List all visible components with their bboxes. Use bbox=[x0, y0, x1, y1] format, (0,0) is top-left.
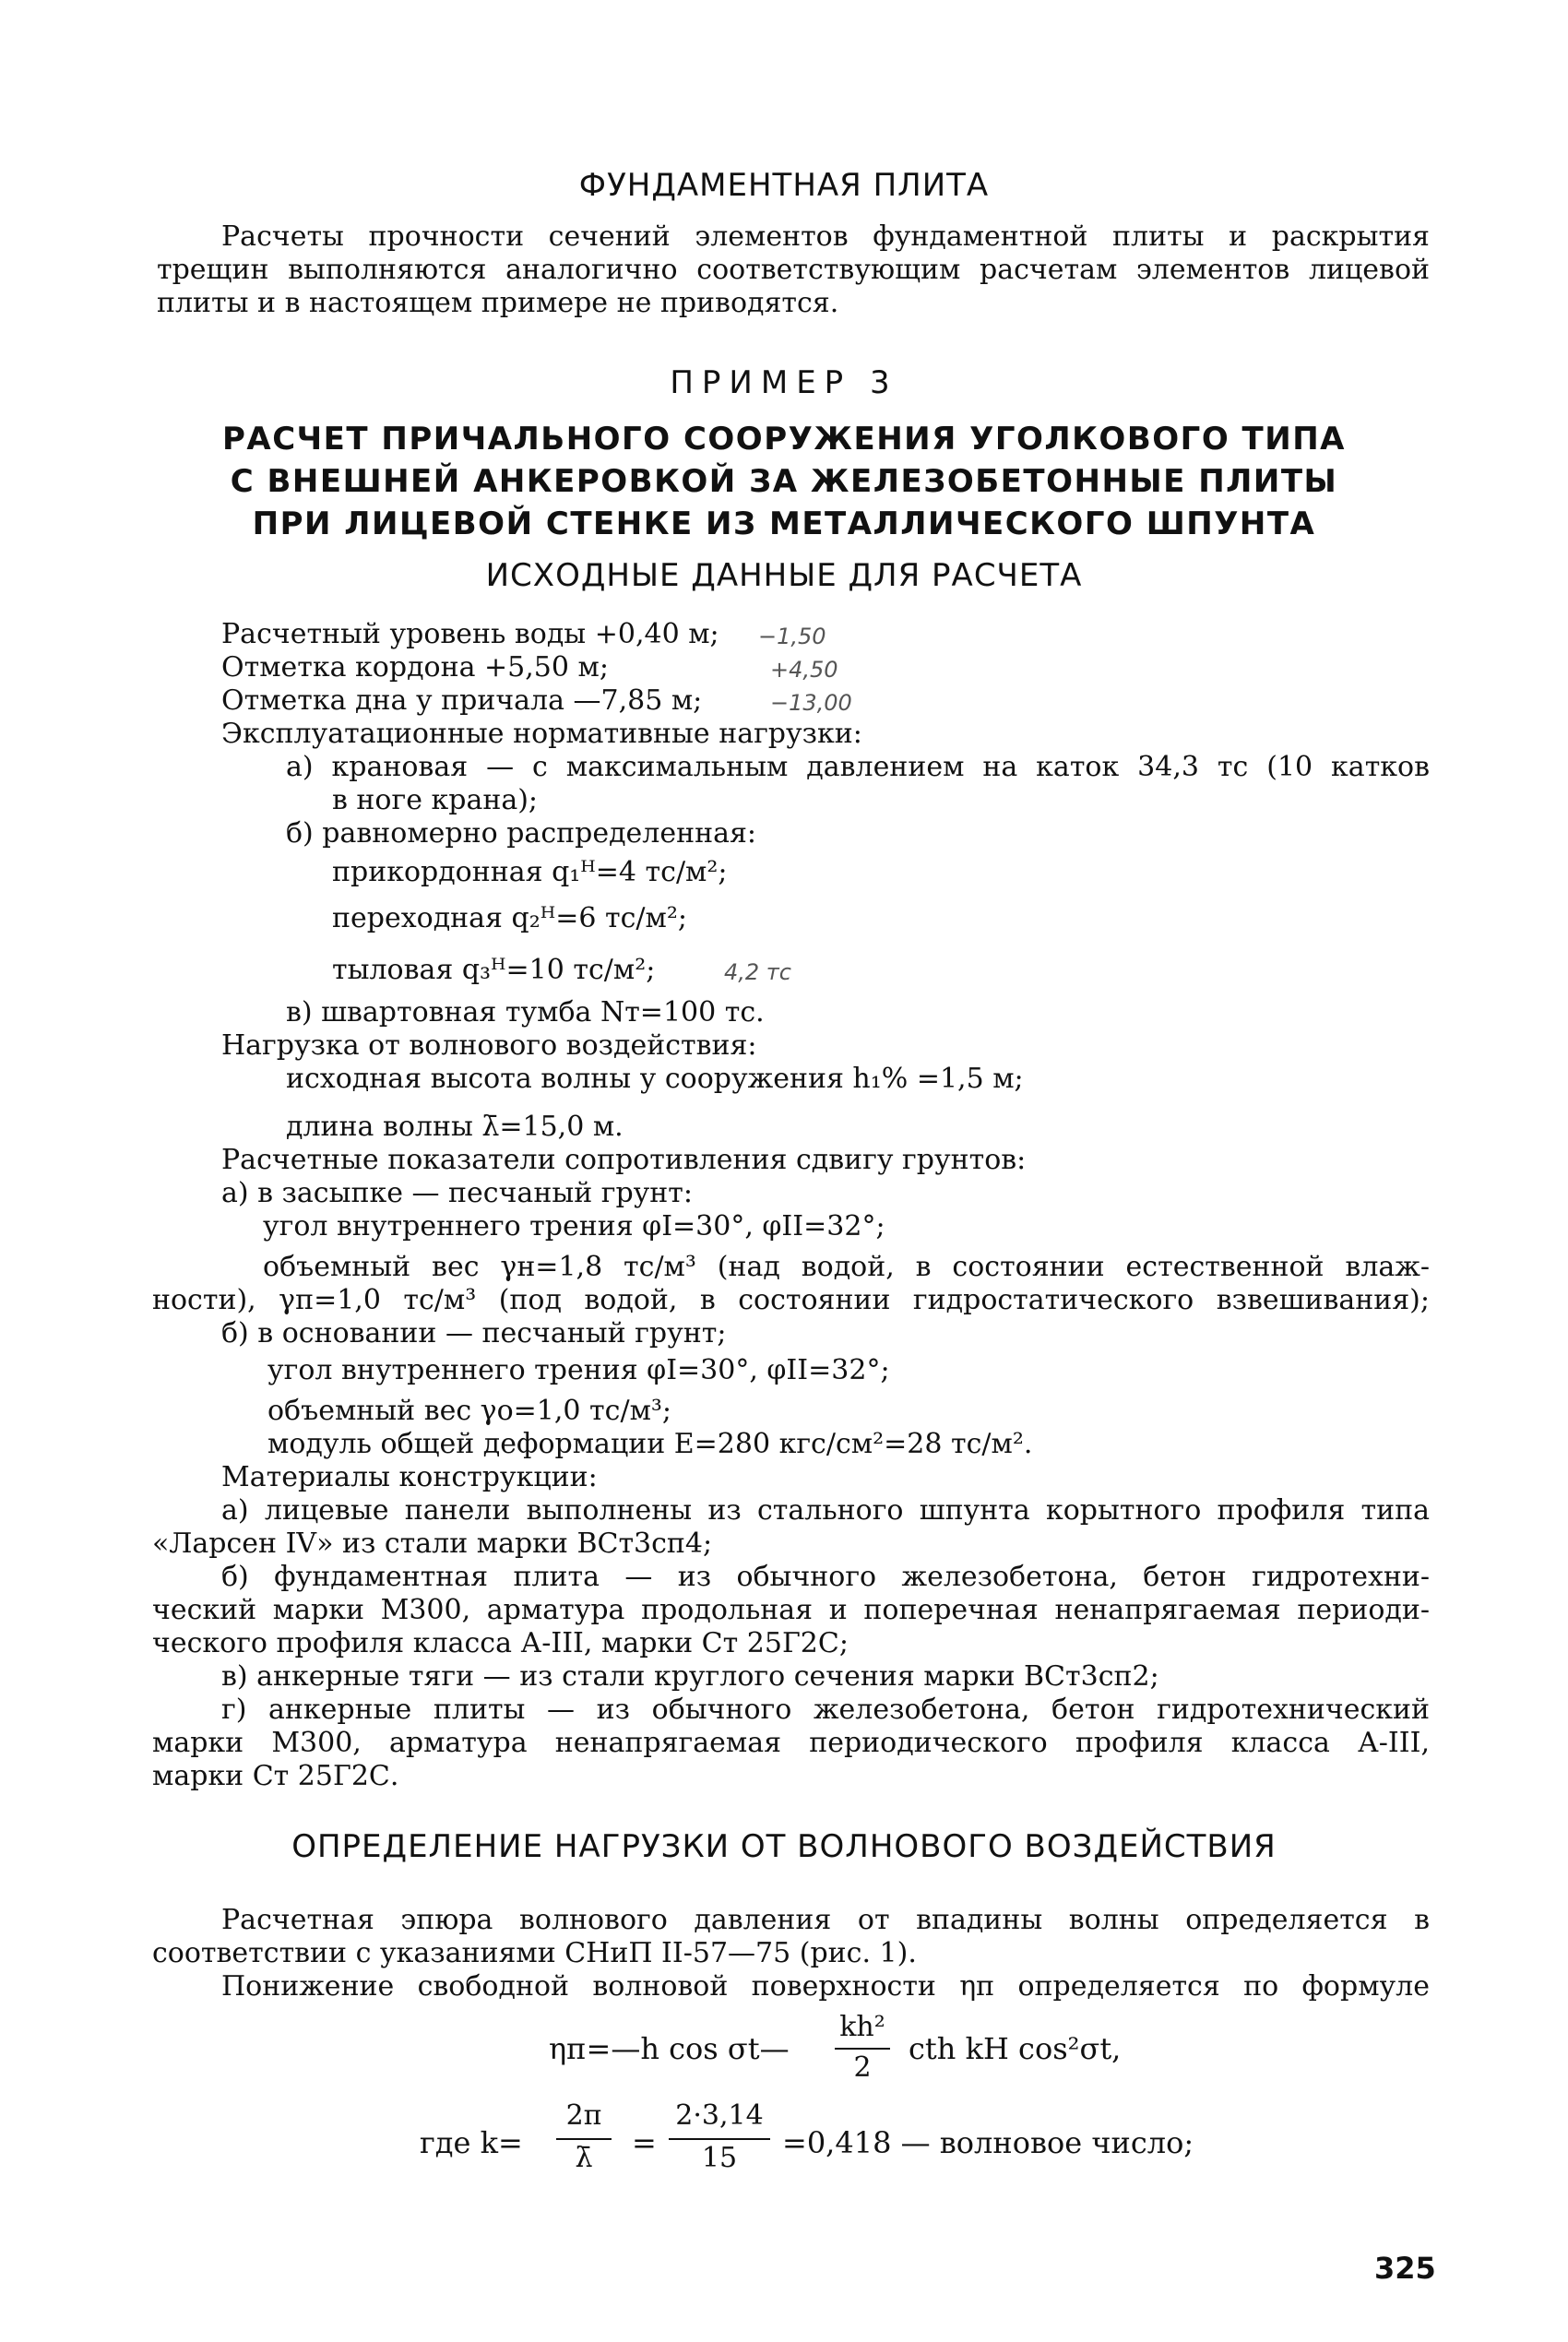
handwritten-note: +4,50 bbox=[770, 657, 838, 683]
text-line: объемный вес γн=1,8 тс/м³ (над водой, в состоянии естественной влаж- bbox=[263, 1251, 1430, 1283]
text-line: объемный вес γо=1,0 тс/м³; bbox=[267, 1395, 672, 1427]
formula-numerator: 2π bbox=[565, 2099, 602, 2132]
text-line: Эксплуатационные нормативные нагрузки: bbox=[221, 718, 862, 750]
fraction-bar bbox=[835, 2048, 890, 2050]
text-line: в) швартовная тумба Nт=100 тс. bbox=[286, 996, 765, 1028]
foundation-heading: ФУНДАМЕНТНАЯ ПЛИТА bbox=[578, 167, 990, 204]
text-line: угол внутреннего трения φI=30°, φII=32°; bbox=[263, 1210, 885, 1242]
handwritten-note: 4,2 тс bbox=[724, 959, 791, 985]
text-line: б) равномерно распределенная: bbox=[286, 817, 757, 850]
paragraph-line: Расчетная эпюра волнового давления от впадины волны определяется в bbox=[221, 1904, 1430, 1936]
text-line: прикордонная q₁ᴴ=4 тс/м²; bbox=[332, 856, 728, 888]
text-line: модуль общей деформации E=280 кгс/см²=28 тс/м². bbox=[267, 1428, 1033, 1460]
text-line: в ноге крана); bbox=[332, 784, 539, 816]
example-title-line: С ВНЕШНЕЙ АНКЕРОВКОЙ ЗА ЖЕЛЕЗОБЕТОННЫЕ ПЛИТЫ bbox=[230, 463, 1338, 500]
text-line: длина волны λ̄=15,0 м. bbox=[286, 1111, 624, 1143]
formula-right: =0,418 — волновое число; bbox=[782, 2125, 1194, 2160]
paragraph-line: соответствии с указаниями СНиП II-57—75 (рис. 1). bbox=[152, 1937, 917, 1969]
paragraph-line: Понижение свободной волновой поверхности ηп определяется по формуле bbox=[221, 1970, 1430, 2003]
fraction-bar bbox=[669, 2138, 770, 2140]
text-line: ческий марки М300, арматура продольная и поперечная ненапрягаемая периоди- bbox=[152, 1594, 1430, 1626]
paragraph-line: плиты и в настоящем примере не приводятся. bbox=[157, 287, 839, 319]
text-line: г) анкерные плиты — из обычного железобетона, бетон гидротехнический bbox=[221, 1694, 1430, 1726]
handwritten-note: −13,00 bbox=[770, 690, 852, 716]
text-line: б) фундаментная плита — из обычного железобетона, бетон гидротехни- bbox=[221, 1561, 1430, 1593]
handwritten-note: −1,50 bbox=[758, 624, 826, 649]
formula-numerator: kh² bbox=[839, 2011, 885, 2043]
text-line: Расчетные показатели сопротивления сдвигу грунтов: bbox=[221, 1144, 1027, 1176]
text-line: тыловая q₃ᴴ=10 тс/м²; bbox=[332, 954, 656, 986]
wave-heading: ОПРЕДЕЛЕНИЕ НАГРУЗКИ ОТ ВОЛНОВОГО ВОЗДЕЙСТВИЯ bbox=[291, 1828, 1277, 1865]
formula-right: cth kH cos²σt, bbox=[909, 2031, 1122, 2066]
text-line: исходная высота волны у сооружения h₁% =1,5 м; bbox=[286, 1063, 1024, 1095]
text-line: «Ларсен IV» из стали марки ВСт3сп4; bbox=[152, 1528, 713, 1560]
formula-denominator: 2 bbox=[853, 2051, 872, 2084]
example-title-line: ПРИ ЛИЦЕВОЙ СТЕНКЕ ИЗ МЕТАЛЛИЧЕСКОГО ШПУНТА bbox=[252, 505, 1316, 542]
text-line: а) в засыпке — песчаный грунт: bbox=[221, 1177, 693, 1209]
text-line: б) в основании — песчаный грунт; bbox=[221, 1317, 727, 1349]
paragraph-line: трещин выполняются аналогично соответствующим расчетам элементов лицевой bbox=[157, 254, 1430, 286]
text-line: угол внутреннего трения φI=30°, φII=32°; bbox=[267, 1354, 890, 1386]
text-line: Расчетный уровень воды +0,40 м; bbox=[221, 618, 719, 650]
text-line: Отметка кордона +5,50 м; bbox=[221, 651, 609, 684]
initial-data-heading: ИСХОДНЫЕ ДАННЫЕ ДЛЯ РАСЧЕТА bbox=[485, 557, 1083, 594]
paragraph-line: Расчеты прочности сечений элементов фундаментной плиты и раскрытия bbox=[221, 220, 1430, 253]
example-label: ПРИМЕР 3 bbox=[670, 364, 898, 401]
text-line: в) анкерные тяги — из стали круглого сечения марки ВСт3сп2; bbox=[221, 1660, 1159, 1693]
text-line: а) лицевые панели выполнены из стального шпунта корытного профиля типа bbox=[221, 1494, 1430, 1527]
page-number: 325 bbox=[1374, 2251, 1436, 2286]
formula-equals: = bbox=[632, 2125, 657, 2160]
text-line: Отметка дна у причала —7,85 м; bbox=[221, 684, 703, 717]
fraction-bar bbox=[556, 2138, 612, 2140]
formula-left: ηп=—h cos σt— bbox=[549, 2031, 790, 2066]
text-line: ности), γп=1,0 тс/м³ (под водой, в состоянии гидростатического взвешивания); bbox=[152, 1284, 1430, 1316]
example-title-line: РАСЧЕТ ПРИЧАЛЬНОГО СООРУЖЕНИЯ УГОЛКОВОГО ТИПА bbox=[222, 421, 1346, 458]
text-line: марки Ст 25Г2С. bbox=[152, 1760, 399, 1792]
text-line: марки М300, арматура ненапрягаемая периодического профиля класса А-III, bbox=[152, 1727, 1430, 1759]
formula-numerator: 2·3,14 bbox=[675, 2099, 764, 2132]
formula-where: где k= bbox=[420, 2125, 523, 2160]
text-line: переходная q₂ᴴ=6 тс/м²; bbox=[332, 902, 687, 934]
formula-denominator: 15 bbox=[701, 2142, 738, 2174]
text-line: ческого профиля класса А-III, марки Ст 25Г2С; bbox=[152, 1627, 849, 1659]
text-line: а) крановая — с максимальным давлением на каток 34,3 тс (10 катков bbox=[286, 751, 1430, 783]
formula-denominator: λ̄ bbox=[575, 2142, 593, 2174]
text-line: Нагрузка от волнового воздействия: bbox=[221, 1029, 757, 1062]
text-line: Материалы конструкции: bbox=[221, 1461, 598, 1493]
